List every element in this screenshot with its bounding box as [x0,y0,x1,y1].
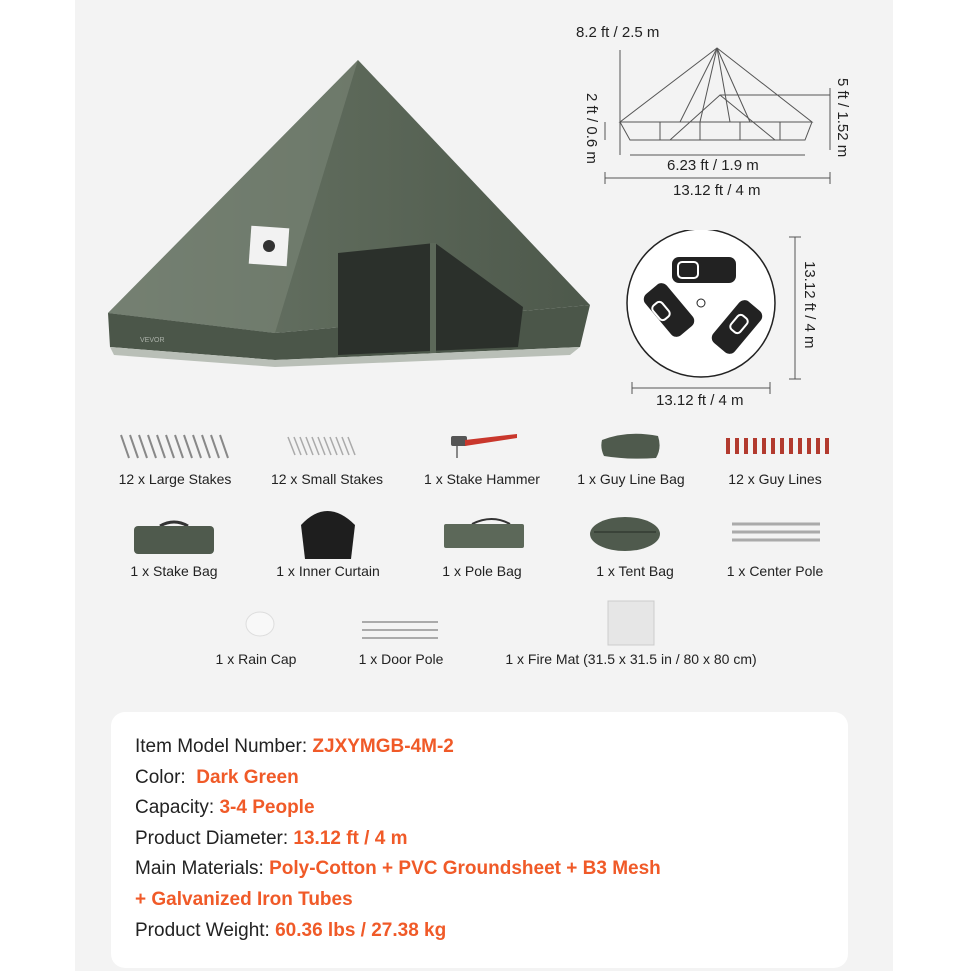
spec-weight [135,920,446,942]
spec-key: Product Diameter: [135,828,294,849]
spec-materials [135,858,661,880]
inner-curtain-icon [297,503,359,559]
spec-value: Dark Green [196,767,299,788]
pole-bag-icon [442,514,526,550]
accessory-label: 1 x Stake Bag [130,563,218,579]
stake-bag-icon [130,518,218,556]
tent-brand: VEVOR [140,337,165,344]
rain-cap-icon [244,610,276,638]
accessory-label: 1 x Tent Bag [596,563,674,579]
accessory-label: 1 x Rain Cap [215,651,297,667]
sleeping-bag-icon [672,257,736,283]
guy-line-bag-icon [598,430,664,460]
diameter-label: 13.12 ft / 4 m [673,182,761,199]
top-view-diagram [620,230,860,415]
wall-height-label: 2 ft / 0.6 m [583,93,600,164]
spec-value: Poly-Cotton + PVC Groundsheet + B3 Mesh [269,858,661,879]
spec-model-number [135,736,454,758]
spec-capacity [135,797,315,819]
tent-image [100,55,600,375]
spec-materials-continued [135,889,353,911]
stake-hammer-icon [447,432,519,460]
top-diameter-v-label: 13.12 ft / 4 m [801,261,818,349]
spec-value: 13.12 ft / 4 m [293,828,408,849]
spec-value: + Galvanized Iron Tubes [135,889,353,910]
spec-diameter [135,828,407,850]
spec-key: Color: [135,767,197,788]
spec-key: Main Materials: [135,858,270,879]
spec-key: Item Model Number: [135,736,313,757]
door-pole-icon [360,618,442,644]
accessory-label: 1 x Inner Curtain [276,563,380,579]
center-pole-icon [728,520,824,544]
accessory-label: 12 x Large Stakes [118,471,232,487]
accessory-label: 1 x Fire Mat (31.5 x 31.5 in / 80 x 80 cm) [505,651,757,667]
accessory-label: 12 x Small Stakes [270,471,384,487]
accessory-label: 1 x Door Pole [358,651,444,667]
spec-color [135,767,299,789]
spec-key: Capacity: [135,797,220,818]
accessory-label: 12 x Guy Lines [728,471,822,487]
large-stakes-icon [115,431,233,461]
top-diameter-h-label: 13.12 ft / 4 m [656,392,744,409]
small-stakes-icon [285,434,357,458]
fire-mat-icon [607,600,655,646]
spec-value: ZJXYMGB-4M-2 [312,736,454,757]
guy-lines-icon [722,434,832,458]
accessory-label: 1 x Pole Bag [442,563,522,579]
spec-value: 3-4 People [219,797,315,818]
accessory-label: 1 x Stake Hammer [424,471,540,487]
accessory-label: 1 x Guy Line Bag [577,471,685,487]
spec-key: Product Weight: [135,920,276,941]
spec-value: 60.36 lbs / 27.38 kg [275,920,447,941]
accessory-label: 1 x Center Pole [726,563,824,579]
door-height-label: 5 ft / 1.52 m [834,78,851,158]
tent-bag-icon [588,514,662,552]
top-width-label: 8.2 ft / 2.5 m [576,24,660,41]
door-width-label: 6.23 ft / 1.9 m [667,157,759,174]
